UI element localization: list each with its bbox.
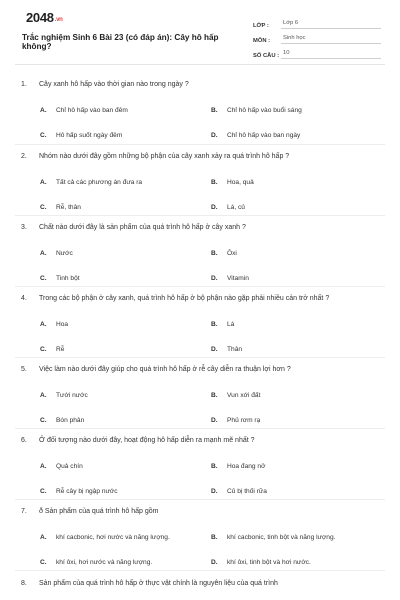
logo-suffix: .vn	[54, 17, 63, 23]
option-letter: C.	[40, 346, 47, 353]
option-d[interactable]	[211, 346, 242, 353]
option-letter: B.	[211, 534, 218, 541]
meta-label: SỐ CÂU :	[253, 53, 280, 59]
question-number: 6.	[21, 437, 27, 444]
question-text: Việc làm nào dưới đây giúp cho quá trình hô hấp ở rễ cây diễn ra thuận lợi hơn ?	[39, 366, 291, 373]
option-letter: A.	[40, 534, 47, 541]
option-text: Rễ	[56, 346, 65, 353]
option-letter: C.	[40, 132, 47, 139]
option-d[interactable]	[211, 417, 260, 424]
option-text: Hoa đang nở	[227, 463, 266, 470]
option-text: khí cacbonic, hơi nước và năng lượng.	[56, 534, 170, 541]
option-d[interactable]	[211, 204, 245, 211]
question-stem	[21, 508, 381, 515]
question-divider	[15, 144, 385, 145]
question-divider	[15, 286, 385, 287]
question-text: Ở đối tượng nào dưới đây, hoạt động hô hấp diễn ra mạnh mẽ nhất ?	[39, 437, 255, 444]
question-text: Trong các bộ phận ở cây xanh, quá trình hô hấp ở bộ phận nào gặp phải nhiều cản trở nhất ?	[39, 295, 330, 302]
option-text: Nước	[56, 250, 73, 257]
question-text: Chất nào dưới đây là sản phẩm của quá trình hô hấp ở cây xanh ?	[39, 224, 246, 231]
option-letter: B.	[211, 463, 218, 470]
option-c[interactable]	[40, 275, 80, 282]
option-text: Chỉ hô hấp vào ban ngày	[227, 132, 301, 139]
option-letter: D.	[211, 417, 218, 424]
option-text: Rễ cây bị ngập nước	[56, 488, 118, 495]
option-letter: C.	[40, 275, 47, 282]
option-letter: D.	[211, 346, 218, 353]
option-letter: A.	[40, 250, 47, 257]
option-letter: D.	[211, 559, 218, 566]
option-a[interactable]	[40, 463, 83, 470]
question-number: 3.	[21, 224, 27, 231]
option-c[interactable]	[40, 559, 152, 566]
option-letter: A.	[40, 321, 47, 328]
option-text: Tinh bột	[56, 275, 80, 282]
question-text: ð Sản phẩm của quá trình hô hấp gồm	[39, 508, 159, 515]
option-text: Lá, củ	[227, 204, 245, 211]
question-divider	[15, 428, 385, 429]
question-number: 5.	[21, 366, 27, 373]
question-divider	[15, 499, 385, 500]
option-text: Chỉ hô hấp vào ban đêm	[56, 107, 128, 114]
option-a[interactable]	[40, 321, 68, 328]
logo-text: 2048	[26, 10, 54, 25]
option-a[interactable]	[40, 392, 88, 399]
option-d[interactable]	[211, 132, 300, 139]
option-text: Rễ, thân	[56, 204, 81, 211]
option-letter: C.	[40, 559, 47, 566]
option-d[interactable]	[211, 275, 249, 282]
page-title: Trắc nghiệm Sinh 6 Bài 23 (có đáp án): Cây hô hấp không?	[22, 33, 219, 51]
option-letter: B.	[211, 179, 218, 186]
option-b[interactable]	[211, 321, 234, 328]
meta-value: Lớp 6	[281, 20, 381, 29]
option-text: Tưới nước	[56, 392, 88, 399]
meta-label: LỚP :	[253, 23, 269, 29]
meta-row-class	[253, 14, 381, 29]
option-c[interactable]	[40, 132, 122, 139]
option-letter: B.	[211, 107, 218, 114]
question-stem	[21, 295, 381, 302]
question-number: 1.	[21, 81, 27, 88]
question-stem	[21, 366, 381, 373]
meta-value: Sinh học	[281, 35, 381, 44]
option-text: khí ôxi, tinh bột và hơi nước.	[227, 559, 311, 566]
option-a[interactable]	[40, 534, 170, 541]
option-letter: A.	[40, 392, 47, 399]
option-letter: A.	[40, 107, 47, 114]
option-text: Hoa, quả	[227, 179, 254, 186]
option-letter: C.	[40, 488, 47, 495]
header-divider	[15, 64, 385, 65]
option-text: Quả chín	[56, 463, 83, 470]
question-text: Nhóm nào dưới đây gồm những bộ phận của cây xanh xảy ra quá trình hô hấp ?	[39, 153, 290, 160]
option-a[interactable]	[40, 107, 128, 114]
page-header	[0, 0, 400, 66]
meta-value: 10	[281, 50, 381, 59]
option-letter: D.	[211, 275, 218, 282]
question-number: 2.	[21, 153, 27, 160]
option-text: Hô hấp suốt ngày đêm	[56, 132, 123, 139]
option-letter: C.	[40, 204, 47, 211]
option-b[interactable]	[211, 107, 302, 114]
option-text: khí cacbonic, tinh bột và năng lượng.	[227, 534, 336, 541]
option-a[interactable]	[40, 250, 73, 257]
question-number: 4.	[21, 295, 27, 302]
meta-label: MÔN :	[253, 38, 271, 44]
option-letter: A.	[40, 179, 47, 186]
option-text: Ôxi	[227, 250, 237, 257]
option-text: Vun xới đất	[227, 392, 261, 399]
option-text: Lá	[227, 321, 235, 328]
option-text: Thân	[227, 346, 243, 353]
option-letter: A.	[40, 463, 47, 470]
option-text: Tất cả các phương án đưa ra	[56, 179, 143, 186]
question-stem	[21, 580, 381, 587]
option-text: Chỉ hô hấp vào buổi sáng	[227, 107, 302, 114]
option-c[interactable]	[40, 204, 81, 211]
site-logo[interactable]	[26, 10, 63, 25]
meta-row-subject	[253, 29, 381, 44]
question-text: Sản phẩm của quá trình hô hấp ở thực vật chính là nguyên liệu của quá trình	[39, 580, 278, 587]
question-text: Cây xanh hô hấp vào thời gian nào trong ngày ?	[39, 81, 189, 88]
option-d[interactable]	[211, 559, 311, 566]
question-number: 8.	[21, 580, 27, 587]
question-divider	[15, 570, 385, 571]
option-c[interactable]	[40, 346, 64, 353]
meta-row-count	[253, 44, 381, 59]
option-text: Vitamin	[227, 275, 249, 282]
option-text: Phủ rơm rạ	[227, 417, 261, 424]
question-stem	[21, 224, 381, 231]
option-letter: B.	[211, 250, 218, 257]
option-text: khí ôxi, hơi nước và năng lượng.	[56, 559, 153, 566]
option-letter: D.	[211, 204, 218, 211]
question-number: 7.	[21, 508, 27, 515]
option-b[interactable]	[211, 250, 237, 257]
option-text: Hoa	[56, 321, 69, 328]
question-stem	[21, 153, 381, 160]
question-stem	[21, 437, 381, 444]
option-c[interactable]	[40, 417, 84, 424]
option-a[interactable]	[40, 179, 142, 186]
question-stem	[21, 81, 381, 88]
option-b[interactable]	[211, 179, 254, 186]
option-b[interactable]	[211, 392, 260, 399]
option-b[interactable]	[211, 534, 335, 541]
option-text: Bón phân	[56, 417, 85, 424]
option-b[interactable]	[211, 463, 265, 470]
option-letter: D.	[211, 488, 218, 495]
option-letter: C.	[40, 417, 47, 424]
option-letter: B.	[211, 321, 218, 328]
option-text: Củ bị thối rữa	[227, 488, 267, 495]
quiz-meta	[253, 14, 381, 59]
option-letter: B.	[211, 392, 218, 399]
option-c[interactable]	[40, 488, 118, 495]
option-letter: D.	[211, 132, 218, 139]
option-d[interactable]	[211, 488, 267, 495]
question-divider	[15, 215, 385, 216]
question-divider	[15, 357, 385, 358]
